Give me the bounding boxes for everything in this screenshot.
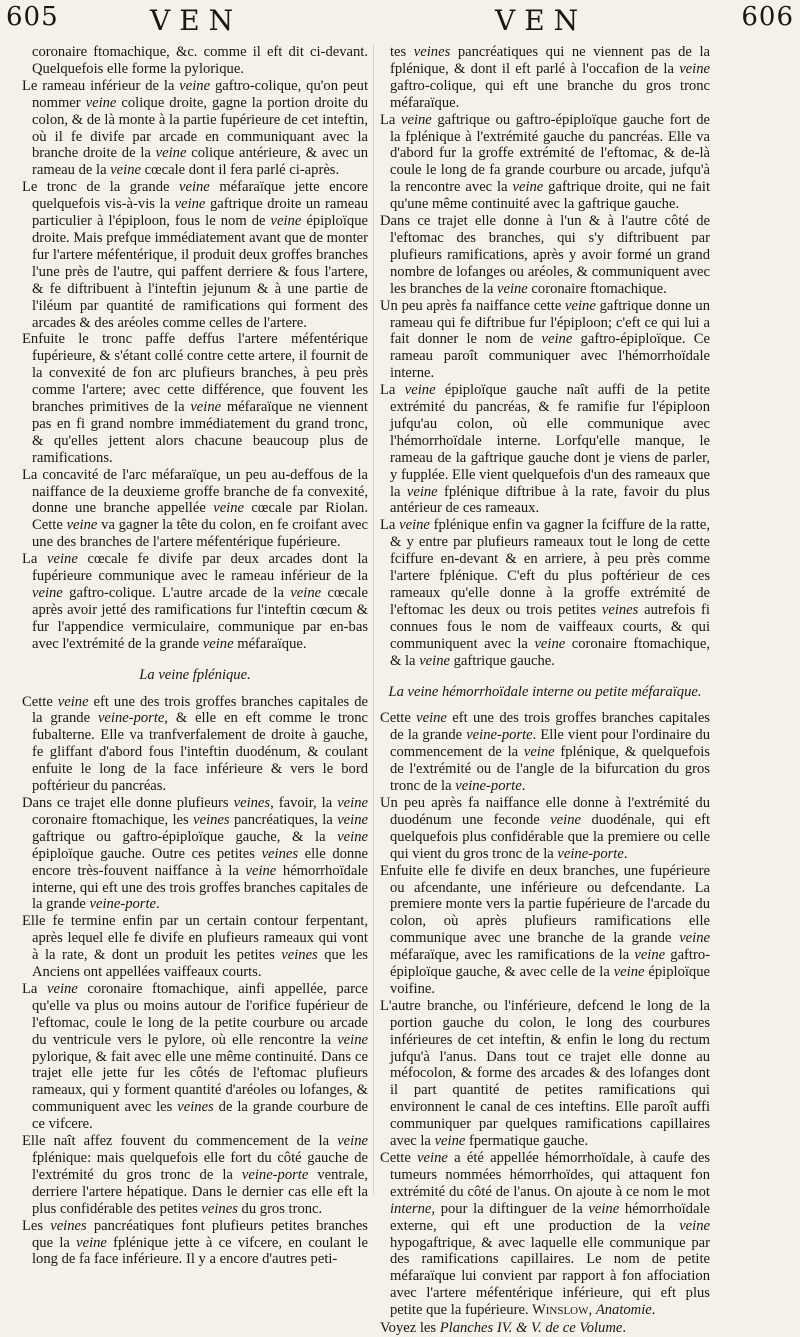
paragraph: Le rameau inférieur de la veine gaftro-colique, qu'on peut nommer veine colique droite, gagne la portion droite du colon, & de là monte à la partie fupérieure de cet inteftin, où il fe divife par arcade en communiquant avec la branche droite de la veine colique antérieure, & avec un rameau de la veine cœcale dont il fera parlé ci-après. (22, 77, 368, 179)
paragraph: coronaire ftomachique, &c. comme il eft dit ci-devant. Quelquefois elle forme la pylorique. (32, 44, 368, 77)
paragraph: Dans ce trajet elle donne à l'un & à l'autre côté de l'eftomac des branches, qui s'y diftribuent par plufieurs ramifications, après y avoir formé un grand nombre de lofanges ou aréoles, & communiquent avec les branches de la veine coronaire ftomachique. (380, 213, 710, 297)
page-header (0, 0, 800, 44)
paragraph: Enfuite elle fe divife en deux branches, une fupérieure ou afcendante, une inférieure ou defcendante. La premiere monte vers la partie fupérieure de l'arcade du colon, où après plufieurs ramifications elle communique avec une branche de la grande veine méfaraïque, avec les ramifications de la veine gaftro-épiploïque gauche, & avec celle de la veine épiploïque voifine. (380, 862, 710, 997)
running-head-right: VEN (495, 4, 588, 37)
paragraph: Le tronc de la grande veine méfaraïque jette encore quelquefois vis-à-vis la veine gaftrique droite un rameau particulier à l'épiploon, fous le nom de veine épiploïque droite. Mais prefque immédiatement avant que de monter fur l'artere méfentérique, il produit deux groffes branches l'une près de l'autre, qui paffent derriere & fous l'artere, & fe diftribuent à l'inteftin jejunum & à une partie de l'iléum par quantité de ramifications qui forment des arcades & des aréoles comme celles de l'artere. (22, 179, 368, 331)
paragraph: Voyez les Planches IV. & V. de ce Volume. (380, 1320, 627, 1337)
paragraph: La veine fplénique enfin va gagner la fciffure de la ratte, & y entre par plufieurs rameaux tout le long de cette fciffure en-devant & en arriere, à peu près comme l'artere fplénique. C'eft du plus poftérieur de ces rameaux qu'elle donne à la groffe extrémité de l'eftomac les deux ou trois petites veines autrefois fi connues fous le nom de vaiffeaux courts, & qui communiquent avec la veine coronaire ftomachique, & la veine gaftrique gauche. (380, 517, 710, 669)
column-divider (373, 44, 374, 1194)
running-head-left: VEN (150, 4, 243, 37)
paragraph: Dans ce trajet elle donne plufieurs veines, favoir, la veine coronaire ftomachique, les veines pancréatiques, la veine gaftrique ou gaftro-épiploïque gauche, & la veine épiploïque gauche. Outre ces petites veines elle donne encore très-fouvent naiffance à la veine hémorrhoïdale interne, qui eft une des trois groffes branches capitales de la grande veine-porte. (22, 794, 368, 913)
paragraph: Elle fe termine enfin par un certain contour ferpentant, après lequel elle fe divife en plufieurs rameaux qui vont à la rate, & dont un produit les petites veines que les Anciens ont appellées vaiffeaux courts. (22, 913, 368, 981)
paragraph: L'autre branche, ou l'inférieure, defcend le long de la portion gauche du colon, le long des courbures inférieures de cet inteftin, & enfin le long du rectum jufqu'à l'anus. Dans tout ce trajet elle donne au méfocolon, & forme des arcades & des lofanges dont il part quantité de petites ramifications qui environnent le canal de ces inteftins. Elle paroît auffi communiquer par quelques ramifications capillaires avec la veine fpermatique gauche. (380, 997, 710, 1150)
paragraph: La veine gaftrique ou gaftro-épiploïque gauche fort de la fplénique à l'extrémité gauche du pancréas. Elle va d'abord fur la groffe extrémité de l'eftomac, & de-là coule le long de fa grande courbure ou arcade, jufqu'à la rencontre avec la veine gaftrique droite, qui ne fait qu'une même continuité avec la gaftrique gauche. (380, 111, 711, 213)
paragraph: Les veines pancréatiques font plufieurs petites branches que la veine fplénique jette à ce vifcere, en coulant le long de fa face inférieure. Il y a encore d'autres peti- (22, 1217, 368, 1268)
paragraph: Cette veine a été appellée hémorrhoïdale, à caufe des tumeurs nommées hémorrhoïdes, qui attaquent fon extrémité du côté de l'anus. On ajoute à ce nom le mot interne, pour la diftinguer de la veine hémorrhoïdale externe, qui eft une production de la veine hypogaftrique, & avec laquelle elle communique par des ramifications capillaires. Le nom de petite méfaraïque lui convient par rapport à fon affociation avec l'artere méfentérique inférieure, qui eft plus petite que la fupérieure. WINSLOW, Anatomie. (380, 1150, 711, 1319)
section-title: La veine fplénique. (139, 666, 251, 683)
paragraph: La veine cœcale fe divife par deux arcades dont la fupérieure communique avec le rameau inférieur de la veine gaftro-colique. L'autre arcade de la veine cœcale après avoir jetté des ramifications fur l'inteftin cœcum & fur l'appendice vermiculaire, communique par en-bas avec l'extrémité de la grande veine méfaraïque. (22, 551, 368, 652)
paragraph: La concavité de l'arc méfaraïque, un peu au-deffous de la naiffance de la deuxieme groffe branche de fa convexité, donne une branche appellée veine cœcale par Riolan. Cette veine va gagner la tête du colon, en fe croifant avec une des branches de l'artere méfentérique fupérieure. (22, 466, 368, 551)
paragraph: La veine coronaire ftomachique, ainfi appellée, parce qu'elle va plus ou moins autour de l'orifice fupérieur de l'eftomac, coule le long de la petite courbure ou arcade du ventricule vers le pylore, où elle rencontre la veine pylorique, & fait avec elle une même continuité. Dans ce trajet elle jette fur les côtés de l'eftomac plufieurs rameaux, qui y forment quantité d'aréoles ou lofanges, & communiquent avec les veines de la grande courbure de ce vifcere. (22, 980, 369, 1133)
paragraph: La veine épiploïque gauche naît auffi de la petite extrémité du pancréas, & fe ramifie fur l'épiploon jufqu'au colon, où elle communique avec l'hémorrhoïdale interne. Lorfqu'elle manque, le rameau de la gaftrique gauche dont je viens de parler, y fupplée. Elle vient quelquefois d'un des rameaux que la veine fplénique diftribue à la rate, favoir du plus antérieur de ces rameaux. (380, 382, 710, 517)
page-number-left: 605 (6, 2, 59, 32)
paragraph: Cette veine eft une des trois groffes branches capitales de la grande veine-porte, & elle en eft comme le tronc fubalterne. Elle va tranfverfalement de droite à gauche, fe gliffant d'abord fous l'inteftin duodénum, & coulant enfuite le long de la face inférieure & vers le bord poftérieur du pancréas. (22, 693, 368, 795)
paragraph: Enfuite le tronc paffe deffus l'artere méfentérique fupérieure, & s'étant collé contre cette artere, il fournit de la convexité de fon arc plufieurs branches, à peu près comme l'artere; avec cette différence, que fouvent les branches primitives de la veine méfaraïque ne viennent pas en fi grand nombre immédiatement du grand tronc, & qu'elles jettent alors chacune beaucoup plus de ramifications. (22, 331, 368, 466)
page-number-right: 606 (741, 2, 794, 32)
section-title: La veine hémorrhoïdale interne ou petite méfaraïque. (388, 683, 702, 700)
right-column (380, 44, 711, 1337)
paragraph: Un peu après fa naiffance cette veine gaftrique donne un rameau qui fe diftribue fur l'épiploon; c'eft ce qui lui a fait donner le nom de veine gaftro-épiploïque. Ce rameau paroît communiquer avec l'hémorrhoïdale interne. (380, 297, 710, 382)
paragraph: Cette veine eft une des trois groffes branches capitales de la grande veine-porte. Elle vient pour l'ordinaire du commencement de la veine fplénique, & quelquefois de l'extrémité ou de l'angle de la bifurcation du gros tronc de la veine-porte. (380, 710, 710, 795)
paragraph: Elle naît affez fouvent du commencement de la veine fplénique: mais quelquefois elle fort du côté gauche de l'extrémité du gros tronc de la veine-porte ventrale, derriere l'artere hépatique. Dans le dernier cas elle eft la plus confidérable des petites veines du gros tronc. (22, 1133, 368, 1217)
left-column (22, 44, 369, 1268)
paragraph: tes veines pancréatiques qui ne viennent pas de la fplénique, & dont il eft parlé à l'occafion de la veine gaftro-colique, qui eft une branche du gros tronc méfaraïque. (390, 44, 710, 111)
paragraph: Un peu après fa naiffance elle donne à l'extrémité du duodénum une feconde veine duodénale, qui eft quelquefois plus confidérable que la premiere ou celle qui vient du gros tronc de la veine-porte. (380, 794, 710, 862)
